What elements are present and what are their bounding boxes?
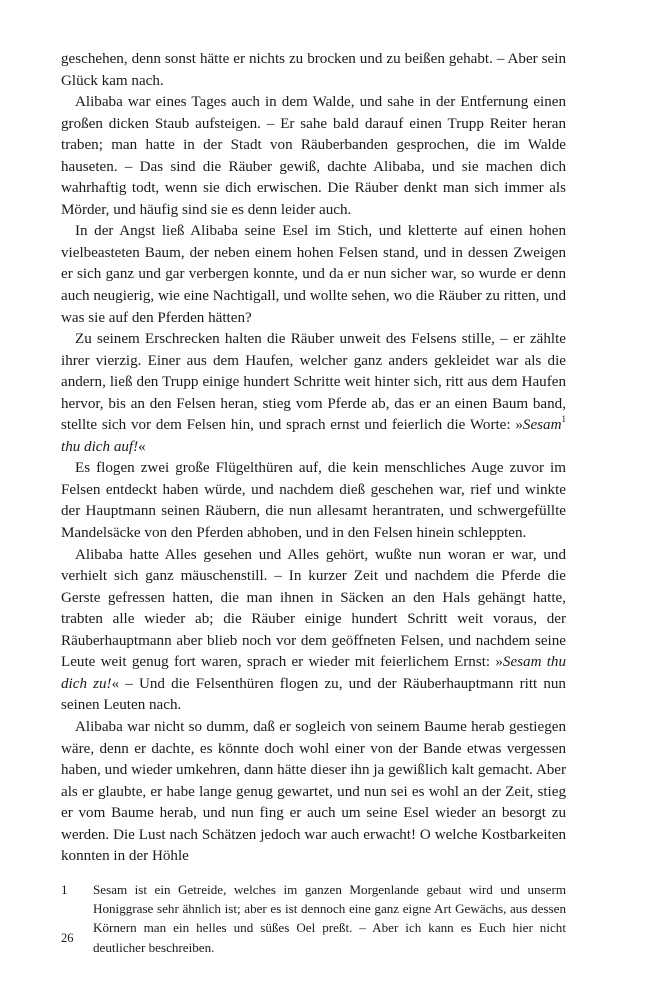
body-text <box>61 49 566 868</box>
magic-words-close: Sesam thu dich zu! <box>61 654 566 692</box>
paragraph-4-end: « <box>138 438 146 455</box>
page-content <box>61 49 566 957</box>
magic-words-open-1: Sesam <box>522 417 562 434</box>
paragraph-4-text: Zu seinem Erschrecken halten die Räuber unweit des Felsens stille, – er zählte ihrer vierzig. Einer aus dem Haufen, welcher ganz anders gekleidet war als die andern, ließ den Trupp einige hundert Schritte weit hinter sich, ritt aus dem Haufen hervor, bis an den Felsen heran, stieg vom Pferde ab, das er an einen Baum band, stellte sich vor dem Felsen hin, und sprach ernst und feierlich die Worte: » <box>61 331 566 434</box>
paragraph-3: In der Angst ließ Alibaba seine Esel im Stich, und kletterte auf einen hohen vielbeasteten Baum, der neben einem hohen Felsen stand, und in dessen Zweigen er sich ganz und gar verbergen konnte, und da er nun sicher war, so wurde er denn auch neugierig, wie eine Nachtigall, und wollte sehen, wo die Räuber zu ritten, und was sie auf den Pferden hätten? <box>61 223 566 326</box>
paragraph-1: geschehen, denn sonst hätte er nichts zu brocken und zu beißen gehabt. – Aber sein Glück kam nach. <box>61 51 566 89</box>
page-number: 26 <box>61 931 74 945</box>
footnote-reference[interactable]: 1 <box>561 414 566 425</box>
paragraph-4 <box>61 329 566 458</box>
paragraph-6-end: « – Und die Felsenthüren flogen zu, und der Räuberhauptmann ritt nun seinen Leuten nach. <box>61 675 566 714</box>
magic-words-open-2: thu dich auf! <box>61 438 139 455</box>
paragraph-6 <box>61 545 566 717</box>
footnote-number: 1 <box>61 881 68 897</box>
paragraph-7: Alibaba war nicht so dumm, daß er sogleich von seinem Baume herab gestiegen wäre, denn er dachte, es könnte doch wohl einer von der Bande etwas vergessen haben, und wieder umkehren, dann hätte dieser ihn ja gewißlich kalt gemacht. Aber als er glaubte, er habe lange genug gewartet, und nun sei es wohl an der Zeit, stieg er vom Baume herab, und nun fing er auch um seine Esel wieder an besorgt zu werden. Die Lust nach Schätzen jedoch war auch erwacht! O welche Kostbarkeiten konnten in der Höhle <box>61 718 566 865</box>
footnote-text: Sesam ist ein Getreide, welches im ganzen Morgenlande gebaut wird und unserm Honiggrase sehr ähnlich ist; aber es ist dennoch eine ganz eigne Art Gewächs, aus dessen Körnern man ein helles und süßes Oel preßt. – Aber ich kann es Euch hier nicht deutlicher beschreiben. <box>93 881 566 955</box>
footnote <box>61 880 566 957</box>
paragraph-5: Es flogen zwei große Flügelthüren auf, die kein menschliches Auge zuvor im Felsen entdeckt haben würde, und nachdem dieß geschehen war, rief und winkte der Hauptmann seinen Räubern, die nun allesamt herantraten, und schwergefüllte Mandelsäcke von den Pferden abhoben, und in den Felsen hinein schleppten. <box>61 460 566 542</box>
paragraph-6-text: Alibaba hatte Alles gesehen und Alles gehört, wußte nun woran er war, und verhielt sich ganz mäuschenstill. – In kurzer Zeit und nachdem die Pferde die Gerste gefressen hatten, die man ihnen in Säcken an den Hals gehängt hatte, trabten alle wieder ab; die Räuber einige hundert Schritt weit voraus, der Räuberhauptmann aber blieb noch vor dem geöffneten Felsen, und nachdem seine Leute weit genug fort waren, sprach er wieder mit feierlichem Ernst: » <box>61 546 566 671</box>
paragraph-2: Alibaba war eines Tages auch in dem Walde, und sahe in der Entfernung einen großen dicken Staub aufsteigen. – Er sahe bald darauf einen Trupp Reiter heran traben; man hatte in der Stadt von Räuberbanden gesprochen, die im Walde hauseten. – Das sind die Räuber gewiß, dachte Alibaba, und sie machen dich wahrhaftig todt, wenn sie dich erwischen. Die Räuber denkt man sich immer als Mörder, und häufig sind sie es denn leider auch. <box>61 94 566 218</box>
